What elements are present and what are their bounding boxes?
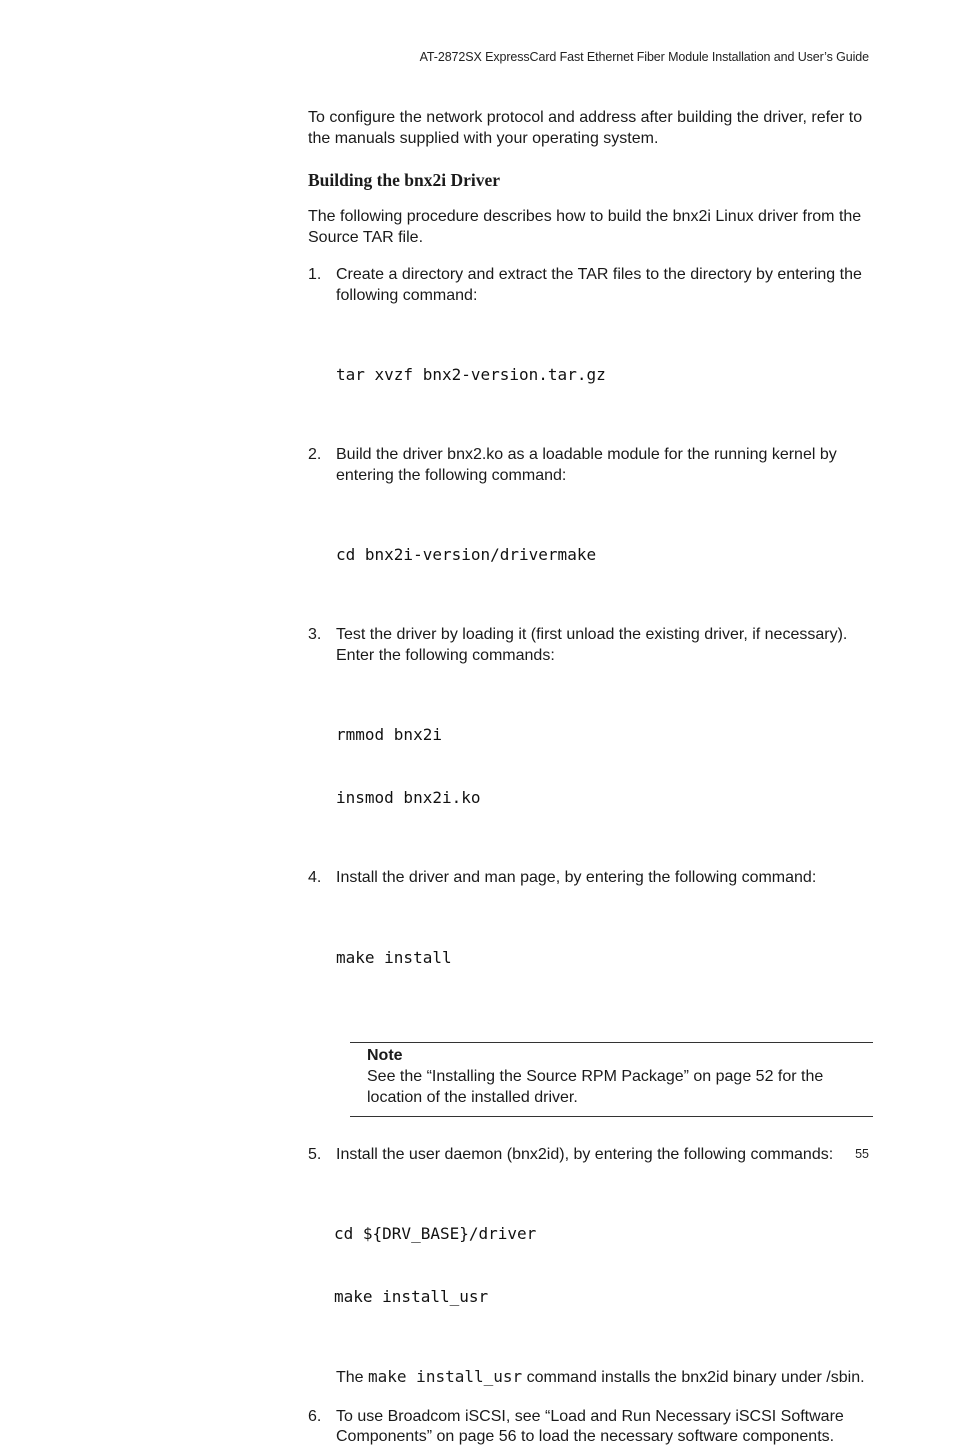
step-4 [308, 868, 873, 1028]
step-text: Build the driver bnx2.ko as a loadable module for the running kernel by entering the following command: [336, 446, 837, 484]
followup-post: command installs the bnx2id binary under /sbin. [522, 1369, 865, 1386]
code-line: make install [336, 947, 452, 967]
intro-paragraph: To configure the network protocol and address after building the driver, refer to the manuals supplied with your operating system. [308, 109, 863, 147]
code-block [336, 502, 873, 607]
note-box [350, 1042, 873, 1117]
page-content [308, 108, 873, 1448]
inline-code: make install_usr [368, 1367, 523, 1386]
code-line: make install_usr [334, 1287, 489, 1306]
code-block [334, 1181, 873, 1349]
running-header: AT-2872SX ExpressCard Fast Ethernet Fiber Module Installation and User’s Guide [419, 50, 869, 64]
step-number: 6. [308, 1407, 322, 1425]
code-line: cd ${DRV_BASE}/driver [334, 1224, 537, 1243]
section-heading: Building the bnx2i Driver [308, 170, 501, 190]
step-number: 4. [308, 869, 322, 886]
code-line: rmmod bnx2i [336, 725, 442, 744]
page-number: 55 [855, 1147, 869, 1161]
code-line: insmod bnx2i.ko [336, 788, 481, 807]
step-5 [308, 1145, 873, 1407]
note-text: See the “Installing the Source RPM Package” on page 52 for the location of the installed driver. [367, 1067, 824, 1106]
code-line: tar xvzf bnx2-version.tar.gz [336, 365, 606, 384]
step-number: 2. [308, 446, 322, 463]
section-lead: The following procedure describes how to build the bnx2i Linux driver from the Source TAR file. [308, 208, 862, 246]
step-number: 3. [308, 626, 322, 643]
step-1 [308, 265, 873, 445]
followup-pre: The [336, 1369, 369, 1386]
step-text: To use Broadcom iSCSI, see “Load and Run Necessary iSCSI Software Components” on page 56 to load the necessary software components. [336, 1407, 844, 1445]
step-number: 1. [308, 266, 322, 283]
step-number: 5. [308, 1145, 322, 1163]
code-block [336, 905, 873, 1010]
step-text: Test the driver by loading it (first unload the existing driver, if necessary). Enter the following commands: [336, 626, 848, 664]
step-3 [308, 625, 873, 868]
note-title: Note [367, 1046, 403, 1064]
step-text: Create a directory and extract the TAR files to the directory by entering the following command: [336, 266, 862, 304]
step-6 [308, 1407, 873, 1448]
code-line: cd bnx2i-version/drivermake [336, 545, 597, 564]
step-text: Install the driver and man page, by entering the following command: [336, 869, 817, 886]
step-2 [308, 445, 873, 625]
step-followup-text [336, 1367, 873, 1389]
step-text: Install the user daemon (bnx2id), by entering the following commands: [336, 1145, 834, 1163]
code-block [336, 682, 873, 850]
code-block [336, 322, 873, 427]
